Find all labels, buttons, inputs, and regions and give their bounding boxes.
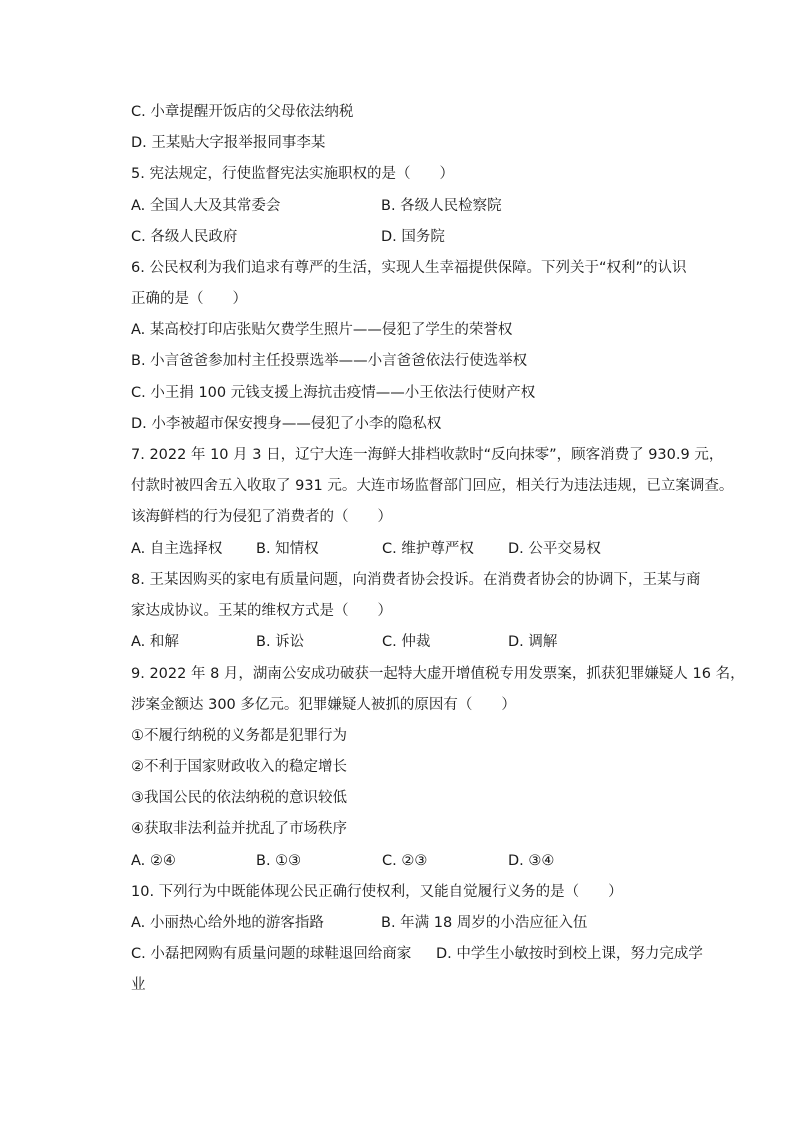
question-8-line2: 家达成协议。王某的维权方式是（ ） — [131, 603, 392, 619]
question-10: 10. 下列行为中既能体现公民正确行使权利，又能自觉履行义务的是（ ） — [131, 884, 623, 900]
q9-option-a: A. ②④ — [131, 853, 176, 869]
q9-option-d: D. ③④ — [508, 853, 555, 869]
q4-option-c: C. 小章提醒开饭店的父母依法纳税 — [131, 104, 354, 120]
question-6-line1: 6. 公民权利为我们追求有尊严的生活，实现人生幸福提供保障。下列关于“权利”的认识 — [131, 260, 687, 276]
q10-option-b: B. 年满 18 周岁的小浩应征入伍 — [381, 915, 588, 931]
q5-option-d: D. 国务院 — [381, 229, 445, 245]
q7-option-a: A. 自主选择权 — [131, 541, 223, 557]
q6-option-b: B. 小言爸爸参加村主任投票选举——小言爸爸依法行使选举权 — [131, 353, 528, 369]
q10-option-a: A. 小丽热心给外地的游客指路 — [131, 915, 324, 931]
q8-option-c: C. 仲裁 — [382, 634, 431, 650]
q7-option-d: D. 公平交易权 — [508, 541, 601, 557]
q8-option-b: B. 诉讼 — [256, 634, 305, 650]
q6-option-a: A. 某高校打印店张贴欠费学生照片——侵犯了学生的荣誉权 — [131, 322, 513, 338]
q9-statement-1: ①不履行纳税的义务都是犯罪行为 — [131, 728, 347, 744]
q6-option-d: D. 小李被超市保安搜身——侵犯了小李的隐私权 — [131, 416, 442, 432]
q9-statement-3: ③我国公民的依法纳税的意识较低 — [131, 790, 347, 806]
q9-statement-4: ④获取非法利益并扰乱了市场秩序 — [131, 821, 347, 837]
q10-option-d-wrap: 业 — [131, 977, 146, 993]
q5-option-a: A. 全国人大及其常委会 — [131, 198, 281, 214]
q10-option-c: C. 小磊把网购有质量问题的球鞋退回给商家 — [131, 946, 412, 962]
q9-option-b: B. ①③ — [256, 853, 302, 869]
q6-option-c: C. 小王捐 100 元钱支援上海抗击疫情——小王依法行使财产权 — [131, 385, 536, 401]
q5-option-c: C. 各级人民政府 — [131, 229, 238, 245]
q5-option-b: B. 各级人民检察院 — [381, 198, 502, 214]
q7-option-b: B. 知情权 — [256, 541, 319, 557]
question-7-line1: 7. 2022 年 10 月 3 日，辽宁大连一海鲜大排档收款时“反向抹零”，顾客消费了 930.9 元， — [131, 447, 724, 463]
question-5: 5. 宪法规定，行使监督宪法实施职权的是（ ） — [131, 166, 454, 182]
q8-option-d: D. 调解 — [508, 634, 558, 650]
q9-option-c: C. ②③ — [382, 853, 428, 869]
q4-option-d: D. 王某贴大字报举报同事李某 — [131, 135, 326, 151]
q7-option-c: C. 维护尊严权 — [382, 541, 474, 557]
q9-statement-2: ②不利于国家财政收入的稳定增长 — [131, 759, 347, 775]
question-6-line2: 正确的是（ ） — [131, 291, 247, 307]
question-9-line1: 9. 2022 年 8 月，湖南公安成功破获一起特大虚开增值税专用发票案，抓获犯罪嫌疑人 16 名， — [131, 666, 745, 682]
q10-option-d: D. 中学生小敏按时到校上课，努力完成学 — [436, 946, 703, 962]
question-7-line3: 该海鲜档的行为侵犯了消费者的（ ） — [131, 509, 392, 525]
question-7-line2: 付款时被四舍五入收取了 931 元。大连市场监督部门回应，相关行为违法违规，已立案调查。 — [131, 478, 734, 494]
q8-option-a: A. 和解 — [131, 634, 179, 650]
question-8-line1: 8. 王某因购买的家电有质量问题，向消费者协会投诉。在消费者协会的协调下，王某与商 — [131, 572, 701, 588]
question-9-line2: 涉案金额达 300 多亿元。犯罪嫌疑人被抓的原因有（ ） — [131, 697, 516, 713]
